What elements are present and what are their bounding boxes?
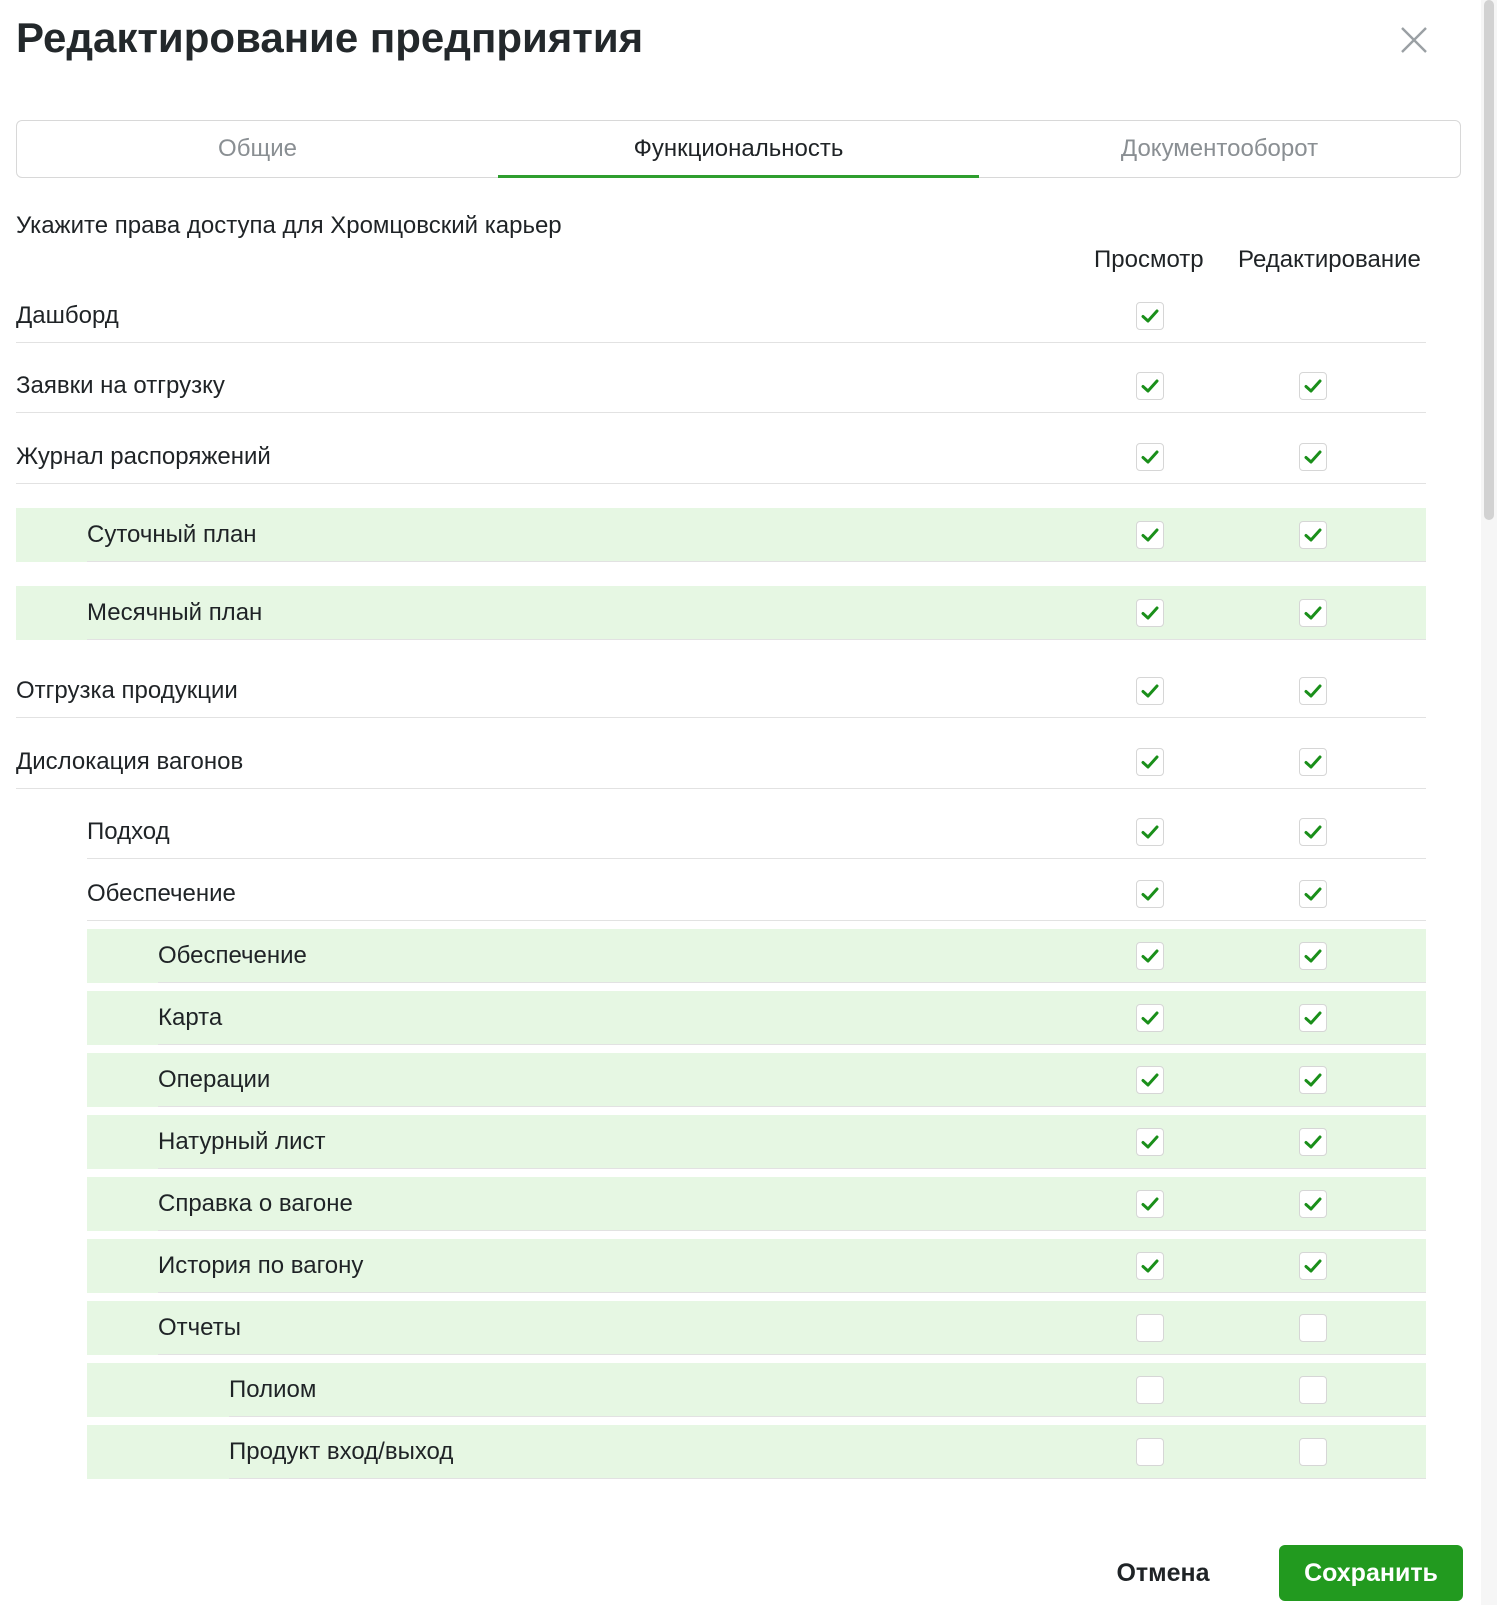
checkmark-icon [1303, 525, 1323, 545]
view-checkbox[interactable] [1136, 942, 1164, 970]
view-checkbox[interactable] [1136, 1314, 1164, 1342]
row-divider [158, 1354, 1426, 1355]
row-divider [16, 788, 1426, 789]
column-header-view: Просмотр [1094, 246, 1204, 273]
access-row-label: Отчеты [158, 1314, 241, 1341]
checkmark-icon [1140, 884, 1160, 904]
edit-checkbox[interactable] [1299, 599, 1327, 627]
access-list [16, 284, 1461, 1496]
view-checkbox[interactable] [1136, 1066, 1164, 1094]
edit-checkbox[interactable] [1299, 521, 1327, 549]
edit-checkbox[interactable] [1299, 1314, 1327, 1342]
row-divider [16, 342, 1426, 343]
row-divider [16, 412, 1426, 413]
edit-checkbox[interactable] [1299, 880, 1327, 908]
access-row [16, 735, 1426, 789]
view-checkbox[interactable] [1136, 599, 1164, 627]
view-checkbox[interactable] [1136, 818, 1164, 846]
access-row-label: Подход [87, 818, 170, 845]
view-checkbox[interactable] [1136, 677, 1164, 705]
access-row [16, 289, 1426, 343]
tab-bar [16, 120, 1461, 178]
access-row [87, 1301, 1426, 1355]
edit-checkbox[interactable] [1299, 372, 1327, 400]
checkmark-icon [1140, 1194, 1160, 1214]
checkmark-icon [1303, 1256, 1323, 1276]
access-row-label: Отгрузка продукции [16, 677, 238, 704]
view-checkbox[interactable] [1136, 443, 1164, 471]
access-row [16, 805, 1426, 859]
row-divider [229, 1416, 1426, 1417]
row-divider [16, 483, 1426, 484]
edit-checkbox[interactable] [1299, 942, 1327, 970]
access-row-label: Операции [158, 1066, 271, 1093]
access-row [87, 1177, 1426, 1231]
checkmark-icon [1303, 681, 1323, 701]
row-divider [158, 1292, 1426, 1293]
edit-checkbox[interactable] [1299, 1376, 1327, 1404]
access-row-label: Дислокация вагонов [16, 748, 244, 775]
checkmark-icon [1140, 681, 1160, 701]
row-divider [87, 920, 1426, 921]
access-row [16, 664, 1426, 718]
edit-checkbox[interactable] [1299, 677, 1327, 705]
checkmark-icon [1303, 1008, 1323, 1028]
access-row-label: Месячный план [87, 599, 263, 626]
access-row-label: Заявки на отгрузку [16, 372, 225, 399]
view-checkbox[interactable] [1136, 521, 1164, 549]
view-checkbox[interactable] [1136, 1252, 1164, 1280]
edit-checkbox[interactable] [1299, 1438, 1327, 1466]
access-row [16, 586, 1426, 640]
checkmark-icon [1140, 752, 1160, 772]
cancel-button[interactable]: Отмена [1100, 1545, 1226, 1601]
column-header-edit: Редактирование [1238, 246, 1421, 273]
access-row-label: История по вагону [158, 1252, 364, 1279]
access-row [87, 1115, 1426, 1169]
checkmark-icon [1140, 1132, 1160, 1152]
access-row [16, 867, 1426, 921]
edit-checkbox[interactable] [1299, 818, 1327, 846]
view-checkbox[interactable] [1136, 748, 1164, 776]
checkmark-icon [1140, 822, 1160, 842]
edit-checkbox[interactable] [1299, 443, 1327, 471]
checkmark-icon [1303, 603, 1323, 623]
checkmark-icon [1140, 603, 1160, 623]
access-row-label: Журнал распоряжений [16, 443, 271, 470]
row-divider [87, 561, 1426, 562]
edit-checkbox[interactable] [1299, 1004, 1327, 1032]
edit-checkbox[interactable] [1299, 1252, 1327, 1280]
access-row [16, 508, 1426, 562]
access-row [87, 991, 1426, 1045]
tab-document-flow[interactable]: Документооборот [1120, 135, 1319, 162]
row-divider [229, 1478, 1426, 1479]
checkmark-icon [1303, 884, 1323, 904]
access-row-label: Обеспечение [158, 942, 307, 969]
access-row-label: Справка о вагоне [158, 1190, 353, 1217]
access-row-label: Продукт вход/выход [229, 1438, 454, 1465]
access-row-label: Карта [158, 1004, 223, 1031]
scrollbar-thumb[interactable] [1484, 0, 1494, 520]
checkmark-icon [1303, 447, 1323, 467]
view-checkbox[interactable] [1136, 1376, 1164, 1404]
checkmark-icon [1303, 1132, 1323, 1152]
view-checkbox[interactable] [1136, 1190, 1164, 1218]
access-row-label: Суточный план [87, 521, 257, 548]
view-checkbox[interactable] [1136, 372, 1164, 400]
row-divider [87, 858, 1426, 859]
access-row [87, 929, 1426, 983]
tab-functionality[interactable]: Функциональность [498, 121, 979, 177]
row-divider [16, 717, 1426, 718]
access-row-label: Полиом [229, 1376, 317, 1403]
checkmark-icon [1140, 525, 1160, 545]
checkmark-icon [1140, 1070, 1160, 1090]
scrollbar[interactable] [1481, 0, 1497, 1605]
checkmark-icon [1303, 752, 1323, 772]
row-divider [158, 982, 1426, 983]
checkmark-icon [1303, 376, 1323, 396]
edit-checkbox[interactable] [1299, 1128, 1327, 1156]
view-checkbox[interactable] [1136, 302, 1164, 330]
tab-general[interactable]: Общие [218, 135, 297, 162]
checkmark-icon [1140, 1008, 1160, 1028]
checkmark-icon [1140, 447, 1160, 467]
access-row-label: Натурный лист [158, 1128, 326, 1155]
dialog-title: Редактирование предприятия [16, 14, 644, 61]
edit-checkbox[interactable] [1299, 1066, 1327, 1094]
access-row [87, 1053, 1426, 1107]
row-divider [158, 1230, 1426, 1231]
checkmark-icon [1303, 1194, 1323, 1214]
access-row [87, 1239, 1426, 1293]
row-divider [87, 639, 1426, 640]
access-row [87, 1363, 1426, 1417]
access-row [16, 430, 1426, 484]
checkmark-icon [1140, 376, 1160, 396]
edit-checkbox[interactable] [1299, 748, 1327, 776]
view-checkbox[interactable] [1136, 1438, 1164, 1466]
checkmark-icon [1303, 1070, 1323, 1090]
save-button[interactable]: Сохранить [1279, 1545, 1463, 1601]
checkmark-icon [1140, 1256, 1160, 1276]
view-checkbox[interactable] [1136, 1004, 1164, 1032]
view-checkbox[interactable] [1136, 1128, 1164, 1156]
access-row [16, 359, 1426, 413]
checkmark-icon [1303, 946, 1323, 966]
access-hint: Укажите права доступа для Хромцовский карьер [16, 212, 562, 239]
checkmark-icon [1140, 946, 1160, 966]
row-divider [158, 1044, 1426, 1045]
row-divider [158, 1168, 1426, 1169]
checkmark-icon [1303, 822, 1323, 842]
view-checkbox[interactable] [1136, 880, 1164, 908]
edit-checkbox[interactable] [1299, 1190, 1327, 1218]
access-row-label: Дашборд [16, 302, 119, 329]
checkmark-icon [1140, 306, 1160, 326]
access-row-label: Обеспечение [87, 880, 236, 907]
row-divider [158, 1106, 1426, 1107]
access-row [87, 1425, 1426, 1479]
close-icon[interactable] [1396, 22, 1432, 58]
